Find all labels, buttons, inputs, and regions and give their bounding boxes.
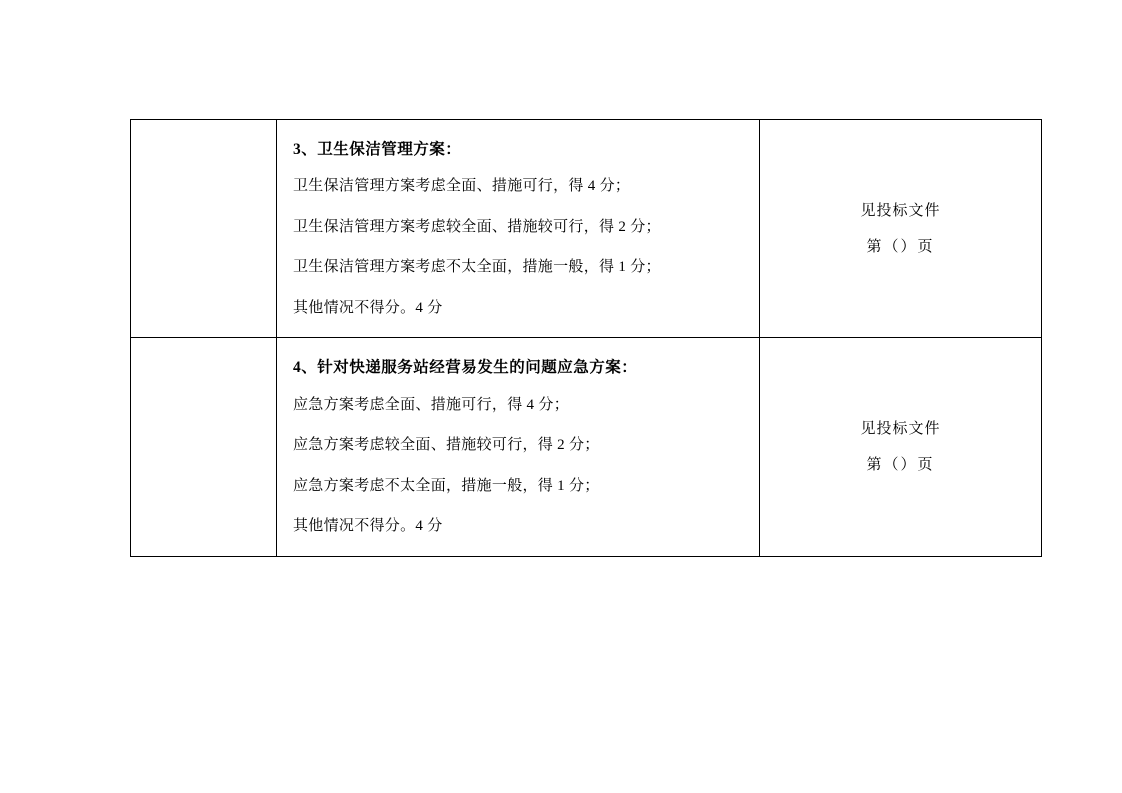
table-row <box>131 338 1042 556</box>
criterion-line: 卫生保洁管理方案考虑不太全面，措施一般，得 1 分； <box>293 259 661 276</box>
criterion-line: 卫生保洁管理方案考虑较全面、措施较可行，得 2 分； <box>293 218 661 235</box>
reference-cell <box>760 120 1042 338</box>
table-body <box>131 120 1042 557</box>
criterion-title: 3、卫生保洁管理方案： <box>293 141 462 158</box>
reference-document-label: 见投标文件 <box>860 202 941 219</box>
reference-document-label: 见投标文件 <box>860 420 941 437</box>
row-label-cell <box>131 120 277 338</box>
reference-cell <box>760 338 1042 556</box>
criteria-cell <box>277 338 760 556</box>
criterion-line: 其他情况不得分。4 分 <box>293 299 443 316</box>
criterion-line: 卫生保洁管理方案考虑全面、措施可行，得 4 分； <box>293 178 631 195</box>
criteria-cell <box>277 120 760 338</box>
scoring-criteria-table <box>130 119 1042 557</box>
table-row <box>131 120 1042 338</box>
reference-page-label: 第（）页 <box>866 456 935 473</box>
criterion-line: 应急方案考虑不太全面，措施一般，得 1 分； <box>293 477 600 494</box>
reference-page-label: 第（）页 <box>866 238 935 255</box>
criterion-line: 其他情况不得分。4 分 <box>293 518 443 534</box>
row-label-cell <box>131 338 277 556</box>
criterion-line: 应急方案考虑全面、措施可行，得 4 分； <box>293 396 570 413</box>
criterion-title: 4、针对快递服务站经营易发生的问题应急方案： <box>293 359 638 377</box>
criterion-line: 应急方案考虑较全面、措施较可行，得 2 分； <box>293 437 600 453</box>
